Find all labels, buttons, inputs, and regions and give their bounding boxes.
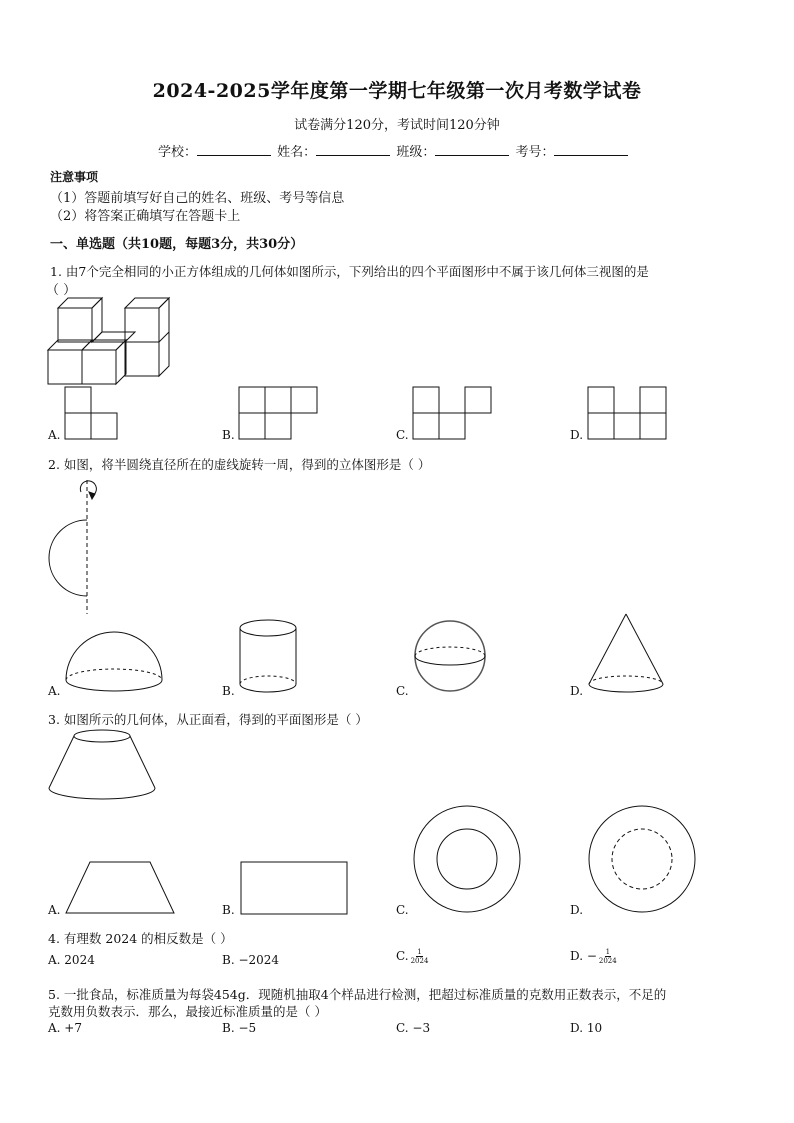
q1-option-b-figure	[238, 386, 322, 442]
q1-stem: 1. 由7个完全相同的小正方体组成的几何体如图所示，下列给出的四个平面图形中不属于该几何体三视图的是	[50, 264, 649, 279]
q4-option-c[interactable]	[396, 948, 428, 965]
q1-option-b-label[interactable]: B.	[222, 428, 235, 442]
student-info-line	[158, 141, 630, 160]
q2-option-a-hemisphere	[62, 630, 166, 696]
q3-option-b-rectangle	[240, 860, 350, 916]
q1-paren: （ ）	[46, 283, 77, 298]
q5-stem-line1: 5. 一批食品，标准质量为每袋454g．现随机抽取4个样品进行检测，把超过标准质量的克数用正数表示，不足的	[48, 987, 667, 1002]
class-label: 班级：	[396, 145, 436, 160]
q3-option-a-label[interactable]: A.	[48, 903, 61, 917]
q5-option-c[interactable]: C. −3	[396, 1021, 431, 1035]
fraction-denominator: 2024	[410, 957, 429, 965]
q1-option-d-label[interactable]: D.	[570, 428, 584, 442]
notes-heading: 注意事项	[50, 170, 99, 184]
exam-number-blank[interactable]	[554, 143, 628, 156]
q4-option-b[interactable]: B. −2024	[222, 953, 280, 967]
q2-option-b-cylinder	[238, 618, 300, 698]
q3-stem: 3. 如图所示的几何体，从正面看，得到的平面图形是（ ）	[48, 712, 368, 727]
q5-stem-line2: 克数用负数表示．那么，最接近标准质量的是（ ）	[48, 1004, 327, 1019]
q3-option-d-rings	[586, 804, 698, 916]
name-blank[interactable]	[316, 143, 390, 156]
school-blank[interactable]	[197, 143, 271, 156]
q1-option-c-figure	[412, 386, 496, 442]
q4-option-d[interactable]	[570, 948, 617, 965]
q5-option-b[interactable]: B. −5	[222, 1021, 257, 1035]
q5-option-a[interactable]: A. +7	[48, 1021, 82, 1035]
q2-option-c-sphere	[412, 618, 488, 694]
fraction-denominator: 2024	[598, 957, 617, 965]
q4-option-c-label: C.	[396, 949, 409, 963]
q1-option-a-label[interactable]: A.	[48, 428, 61, 442]
school-label: 学校：	[158, 145, 198, 160]
q1-option-d-figure	[587, 386, 671, 442]
q3-option-c-rings	[412, 804, 524, 916]
q2-option-a-label[interactable]: A.	[48, 684, 61, 698]
exam-number-label: 考号：	[515, 145, 555, 160]
q4-option-d-label: D. −	[570, 949, 597, 963]
q3-option-a-trapezoid	[64, 860, 176, 916]
q1-cube-figure	[40, 290, 180, 390]
fraction-numerator: 1	[417, 948, 422, 956]
note-item-1: （1）答题前填写好自己的姓名、班级、考号等信息	[50, 191, 345, 206]
name-label: 姓名：	[277, 145, 317, 160]
q1-option-a-figure	[64, 386, 120, 442]
q4-stem: 4. 有理数 2024 的相反数是（ ）	[48, 931, 233, 946]
q4-option-a[interactable]: A. 2024	[48, 953, 95, 967]
q3-frustum-figure	[46, 728, 158, 804]
class-blank[interactable]	[435, 143, 509, 156]
page-title: 2024-2025学年度第一学期七年级第一次月考数学试卷	[152, 80, 642, 102]
q2-stem: 2. 如图，将半圆绕直径所在的虚线旋转一周，得到的立体图形是（ ）	[48, 457, 431, 472]
q2-semicircle-figure	[44, 478, 104, 618]
q3-option-c-label[interactable]: C.	[396, 903, 409, 917]
q2-option-c-label[interactable]: C.	[396, 684, 409, 698]
section-heading: 一、单选题（共10题，每题3分，共30分）	[50, 237, 304, 252]
q4-option-d-fraction	[599, 948, 617, 965]
q3-option-d-label[interactable]: D.	[570, 903, 584, 917]
fraction-numerator: 1	[605, 948, 611, 956]
exam-subtitle: 试卷满分120分，考试时间120分钟	[294, 118, 500, 133]
q4-option-c-fraction	[411, 948, 429, 965]
q3-option-b-label[interactable]: B.	[222, 903, 235, 917]
q1-option-c-label[interactable]: C.	[396, 428, 409, 442]
q2-option-b-label[interactable]: B.	[222, 684, 235, 698]
q5-option-d[interactable]: D. 10	[570, 1021, 603, 1035]
note-item-2: （2）将答案正确填写在答题卡上	[50, 209, 241, 224]
q2-option-d-cone	[586, 612, 666, 694]
q2-option-d-label[interactable]: D.	[570, 684, 584, 698]
